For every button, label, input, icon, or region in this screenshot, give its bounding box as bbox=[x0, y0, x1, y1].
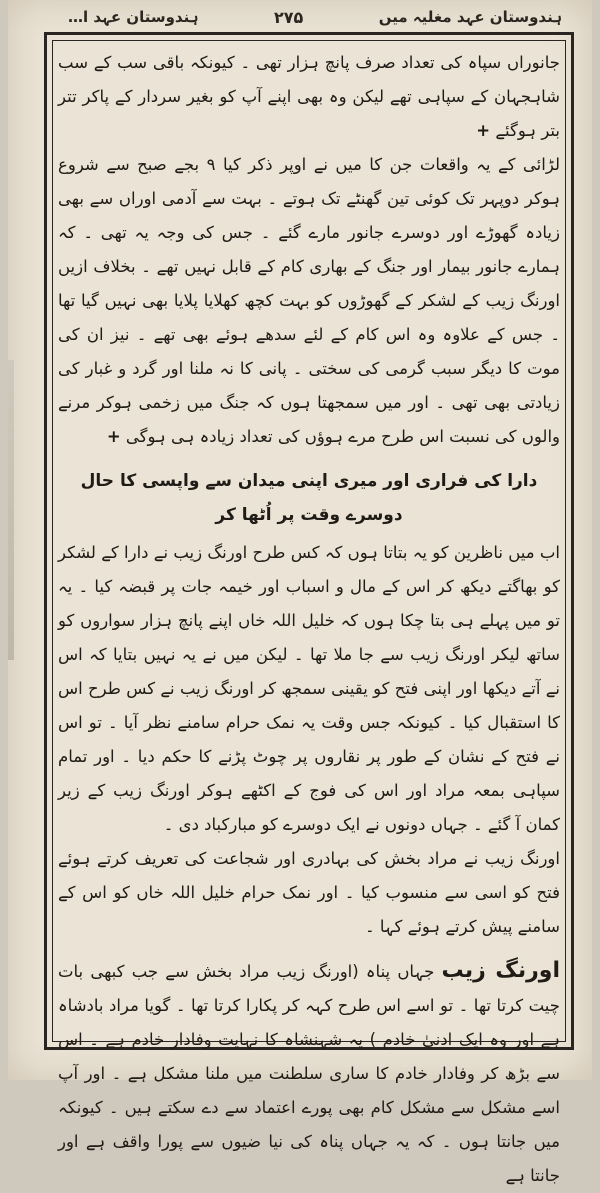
paragraph-4: اورنگ زیب نے مراد بخش کی بہادری اور شجاعت کی تعریف کرتے ہوئے فتح کو اسی سے منسوب کیا ۔ اور نمک حرام خلیل اللہ خاں کو اس کے سامنے پیش کرتے ہوئے کہا ۔ bbox=[58, 849, 560, 936]
speaker-name: اورنگ زیب bbox=[441, 958, 561, 983]
paragraph-1: جانوراں سپاہ کی تعداد صرف پانچ ہزار تھی ۔ کیونکہ باقی سب کے سب شاہجہان کے سپاہی تھے لیکن وہ بھی اپنے آپ کو بغیر سردار کے پاکر تتر بتر ہوگئے + bbox=[58, 53, 560, 140]
speech-paragraph bbox=[58, 954, 560, 1193]
paragraph-3: اب میں ناظرین کو یہ بتاتا ہوں کہ کس طرح اورنگ زیب نے دارا کے لشکر کو بھاگتے دیکھ کر اس کے مال و اسباب اور خیمہ جات پر قبضہ کیا ۔ یہ تو میں پہلے ہی بتا چکا ہوں کہ خلیل اللہ خاں اپنے پانچ ہزار سواروں کو ساتھ لیکر اورنگ زیب سے جا ملا تھا ۔ لیکن میں نے یہ نہیں بتایا کہ اس نے آتے دیکھا اور اپنی فتح کو یقینی سمجھ کر اورنگ زیب نے کس طرح اس کا استقبال کیا ۔ کیونکہ جس وقت یہ نمک حرام سامنے نظر آیا ۔ تو اس نے فتح کے نشان کے طور پر نقاروں پر چوٹ پڑنے کا حکم دیا ۔ اور تمام سپاہی بمعہ مراد اور اس کی فوج کے اکٹھے ہوکر اورنگ زیب کے زیر کمان آ گئے ۔ جہاں دونوں نے ایک دوسرے کو مبارکباد دی ۔ bbox=[58, 543, 560, 834]
page-edge-shadow bbox=[8, 360, 14, 660]
running-corner-text: ہندوستان عہد ا… bbox=[68, 8, 199, 26]
running-head bbox=[68, 4, 562, 30]
plus-mark: + bbox=[106, 427, 121, 446]
page-number: ۲۷۵ bbox=[273, 7, 304, 27]
running-title: ہندوستان عہد مغلیہ میں bbox=[378, 8, 562, 26]
section-heading: دارا کی فراری اور میری اپنی میدان سے واپسی کا حال دوسرے وقت پر اُٹھا کر bbox=[80, 471, 538, 525]
paragraph-2: لڑائی کے یہ واقعات جن کا میں نے اوپر ذکر کیا ۹ بجے صبح سے شروع ہوکر دوپہر تک کوئی تین گھنٹے تک ہوتے ۔ بہت سے آدمی اوراں سے بھی زیادہ گھوڑے اور دوسرے جانور مارے گئے ۔ جس کی وجہ یہ تھی ۔ کہ ہمارے جانور بیمار اور جنگ کے بھاری کام کے قابل نہیں تھے ۔ بخلاف ازیں اورنگ زیب کے لشکر کے گھوڑوں کو بہت کچھ کھلایا پلایا بھی نہیں گیا تھا ۔ جس کے علاوہ وہ اس کام کے لئے سدھے ہوئے بھی تھے ۔ نیز ان کی موت کا دیگر سبب گرمی کی سختی ۔ پانی کا نہ ملنا اور گرد و غبار کی زیادتی بھی تھی ۔ اور میں سمجھتا ہوں کہ جنگ میں زخمی ہوکر مرنے والوں کی نسبت اس طرح مرے ہوؤں کی تعداد زیادہ ہی ہوگی + bbox=[58, 155, 560, 446]
plus-mark: + bbox=[476, 121, 491, 140]
page-body-text bbox=[58, 46, 561, 1185]
speech-text: جہاں پناہ (اورنگ زیب مراد بخش سے جب کبھی بات چیت کرتا تھا ۔ تو اسے اس طرح کہہ کر پکارا کرتا تھا ۔ گویا مراد بادشاہ ہے اور وہ ایک ادنیٰ خادم ) یہ شہنشاہ کا نہایت وفادار خادم ہے ۔ اس سے بڑھ کر وفادار خادم کا ساری سلطنت میں ملنا مشکل ہے ۔ اور آپ اسے مشکل سے مشکل کام بھی پورے اعتماد سے دے سکتے ہیں ۔ کیونکہ میں جانتا ہوں ۔ کہ یہ جہاں پناہ کی نیا ضیوں سے پورا واقف ہے اور جانتا ہے bbox=[58, 962, 560, 1185]
